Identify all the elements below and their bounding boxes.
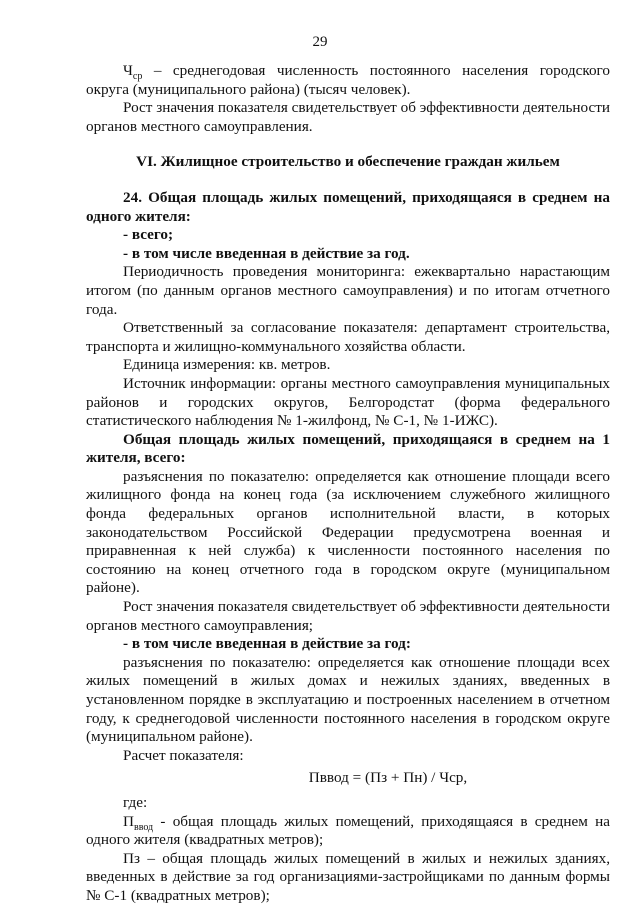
definition-pz: Пз – общая площадь жилых помещений в жилых и нежилых зданиях, введенных в действие за год организациями-застройщиками по данным формы № С-1 (квадратных метров); <box>86 849 610 904</box>
definition-chsr: $Ч_{ср}$ – среднегодовая численность постоянного населения городского округа (муниципального района) (тысяч человек). <box>86 62 610 98</box>
indicator-subitem: - в том числе введенная в действие за год. <box>123 244 410 262</box>
definition-pvvod: $П_{ввод}$ - общая площадь жилых помещений, приходящаяся в среднем на одного жителя (квадратных метров); <box>86 812 610 849</box>
paragraph-responsible: Ответственный за согласование показателя: департамент строительства, транспорта и жилищно-коммунального хозяйства области. <box>86 319 610 355</box>
paragraph-source: Источник информации: органы местного самоуправления муниципальных районов и городских округов, Белгородстат (форма федерального статистического наблюдения № 1-жилфонд, № С-1, № 1-ИЖС). <box>86 374 610 430</box>
paragraph: Рост значения показателя свидетельствует об эффективности деятельности органов местного самоуправления. <box>86 99 610 135</box>
indicator-subitem: - всего; <box>123 226 174 244</box>
subheading-commissioned: - в том числе введенная в действие за год: <box>123 635 411 653</box>
paragraph-periodicity: Периодичность проведения мониторинга: ежеквартально нарастающим итогом (по данным органов местного самоуправления) и по итогам отчетного года. <box>86 263 610 318</box>
paragraph-explanation: разъяснения по показателю: определяется как отношение площади всех жилых помещений в жилых домах и нежилых зданиях, введенных в установленном порядке в эксплуатацию и построенных населением в отчетном году, к среднегодовой численности постоянного населения в городском округе (муниципальном районе). <box>86 653 610 746</box>
page-number: 29 <box>312 34 328 50</box>
paragraph-where: где: <box>123 793 148 811</box>
paragraph-unit: Единица измерения: кв. метров. <box>123 356 331 374</box>
subheading-total: Общая площадь жилых помещений, приходящаяся в среднем на 1 жителя, всего: <box>86 430 610 467</box>
paragraph: Рост значения показателя свидетельствует об эффективности деятельности органов местного самоуправления; <box>86 598 610 634</box>
indicator-title: 24. Общая площадь жилых помещений, приходящаяся в среднем на одного жителя: <box>86 188 610 225</box>
document-body <box>86 62 610 906</box>
formula: Пввод = (Пз + Пн) / Чср, <box>308 769 468 787</box>
section-heading: VI. Жилищное строительство и обеспечение граждан жильем <box>136 153 560 171</box>
paragraph-explanation: разъяснения по показателю: определяется как отношение площади всего жилищного фонда на конец года (за исключением служебного жилищного фонда федеральных органов исполнительной власти, в которых законодательством Российской Федерации предусмотрена военная и приравненная к ней служба) к численности постоянного населения по состоянию на конец отчетного года в городском округе (муниципальном районе). <box>86 467 610 597</box>
paragraph-calc: Расчет показателя: <box>123 746 244 764</box>
